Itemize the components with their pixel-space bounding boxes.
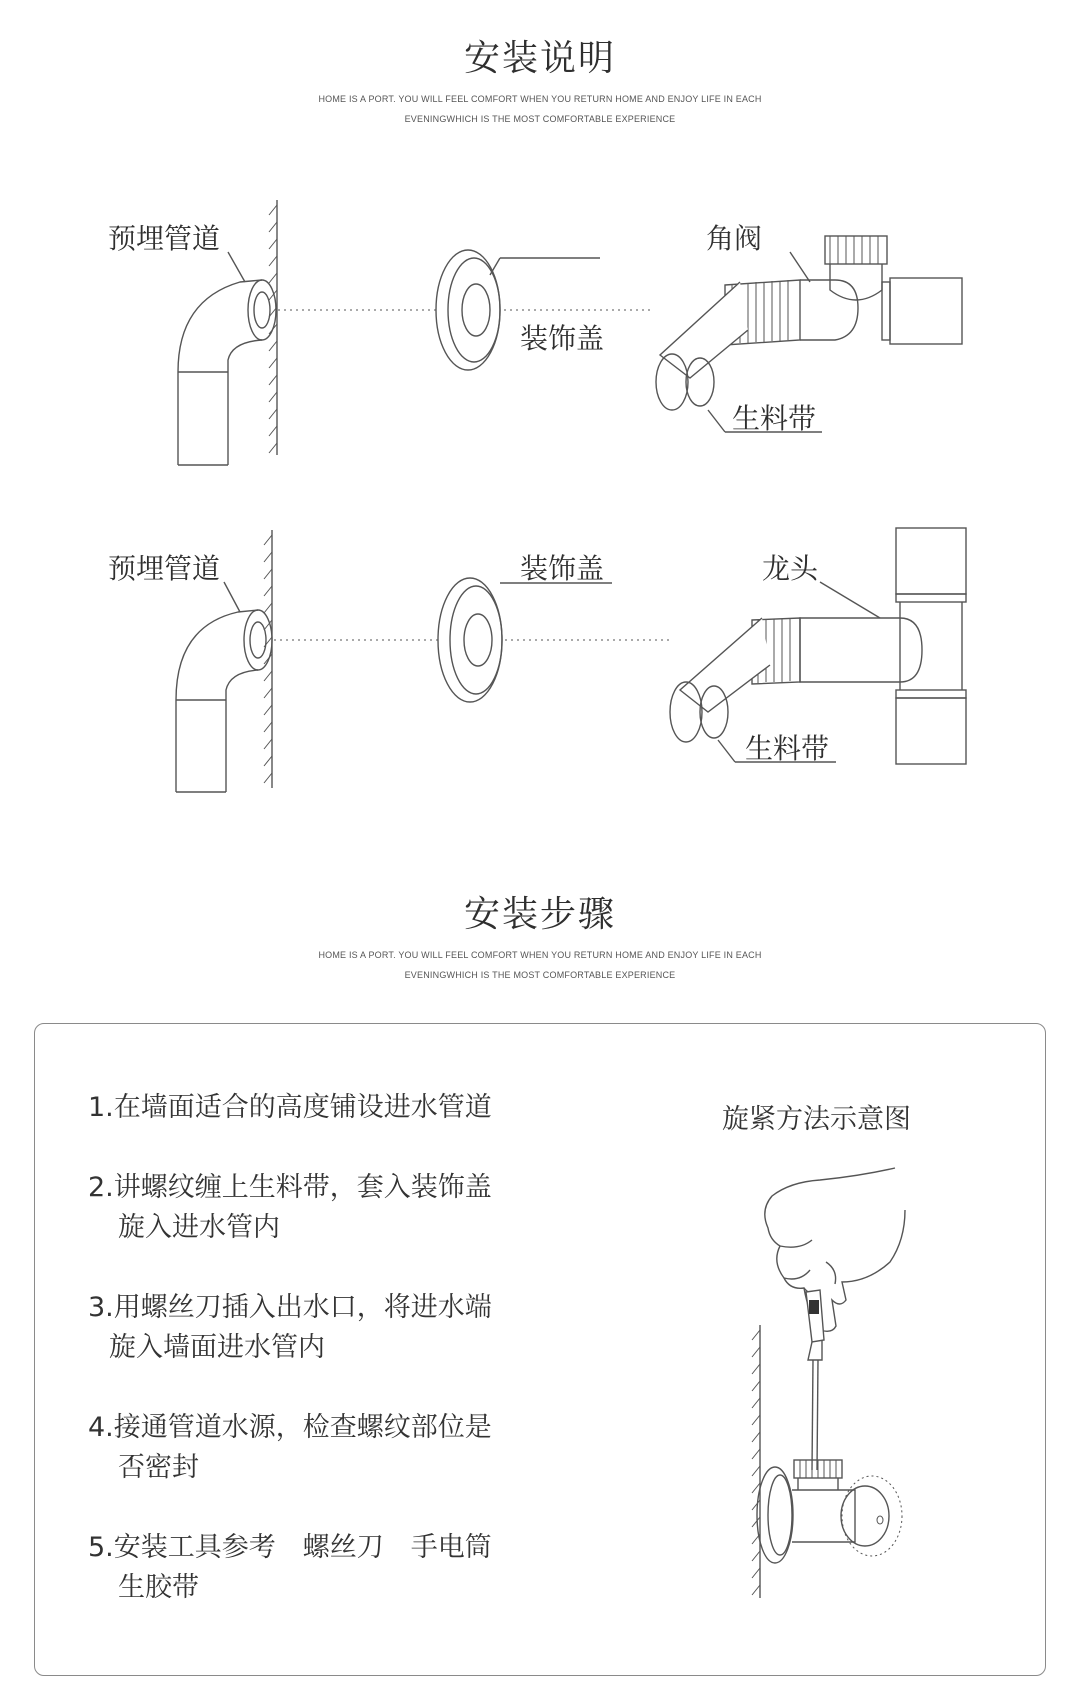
install-section-subtitle — [0, 89, 1080, 129]
step-3 — [88, 1288, 492, 1368]
steps-section-title: 安装步骤 — [463, 894, 616, 935]
bottom-faucet-label: 龙头 — [762, 552, 819, 585]
step-5 — [88, 1528, 492, 1608]
top-valve-label: 角阀 — [706, 222, 763, 255]
bottom-pipe-label: 预埋管道 — [108, 552, 221, 585]
subtitle-line-1: HOME IS A PORT. YOU WILL FEEL COMFORT WHEN YOU RETURN HOME AND ENJOY LIFE IN EACH — [318, 950, 762, 960]
step-text: 1.在墙面适合的高度铺设进水管道 — [88, 1092, 492, 1123]
steps-section-subtitle — [0, 945, 1080, 985]
angle-valve-diagram — [0, 190, 1080, 480]
step-2 — [88, 1168, 492, 1248]
step-text: 4.接通管道水源，检查螺纹部位是 — [88, 1412, 492, 1443]
step-text: 5.安装工具参考 螺丝刀 手电筒 — [88, 1532, 492, 1563]
step-text-continued: 旋入进水管内 — [118, 1212, 280, 1243]
top-tape-label: 生料带 — [732, 402, 817, 435]
step-text: 3.用螺丝刀插入出水口，将进水端 — [88, 1292, 492, 1323]
top-pipe-label: 预埋管道 — [108, 222, 221, 255]
step-text: 2.讲螺纹缠上生料带，套入装饰盖 — [88, 1172, 492, 1203]
top-cover-label: 装饰盖 — [520, 322, 605, 355]
subtitle-line-2: EVENINGWHICH IS THE MOST COMFORTABLE EXPERIENCE — [404, 970, 676, 980]
subtitle-line-1: HOME IS A PORT. YOU WILL FEEL COMFORT WHEN YOU RETURN HOME AND ENJOY LIFE IN EACH — [318, 94, 762, 104]
step-text-continued: 否密封 — [118, 1452, 199, 1483]
tighten-diagram-title: 旋紧方法示意图 — [722, 1104, 911, 1135]
step-1 — [88, 1088, 492, 1128]
step-text-continued: 生胶带 — [118, 1572, 199, 1603]
bottom-tape-label: 生料带 — [745, 732, 830, 765]
faucet-diagram — [0, 520, 1080, 810]
subtitle-line-2: EVENINGWHICH IS THE MOST COMFORTABLE EXPERIENCE — [404, 114, 676, 124]
step-4 — [88, 1408, 492, 1488]
install-section-title: 安装说明 — [463, 38, 616, 79]
tighten-illustration — [730, 1160, 950, 1610]
step-text-continued: 旋入墙面进水管内 — [109, 1332, 325, 1363]
bottom-cover-label: 装饰盖 — [520, 552, 605, 585]
